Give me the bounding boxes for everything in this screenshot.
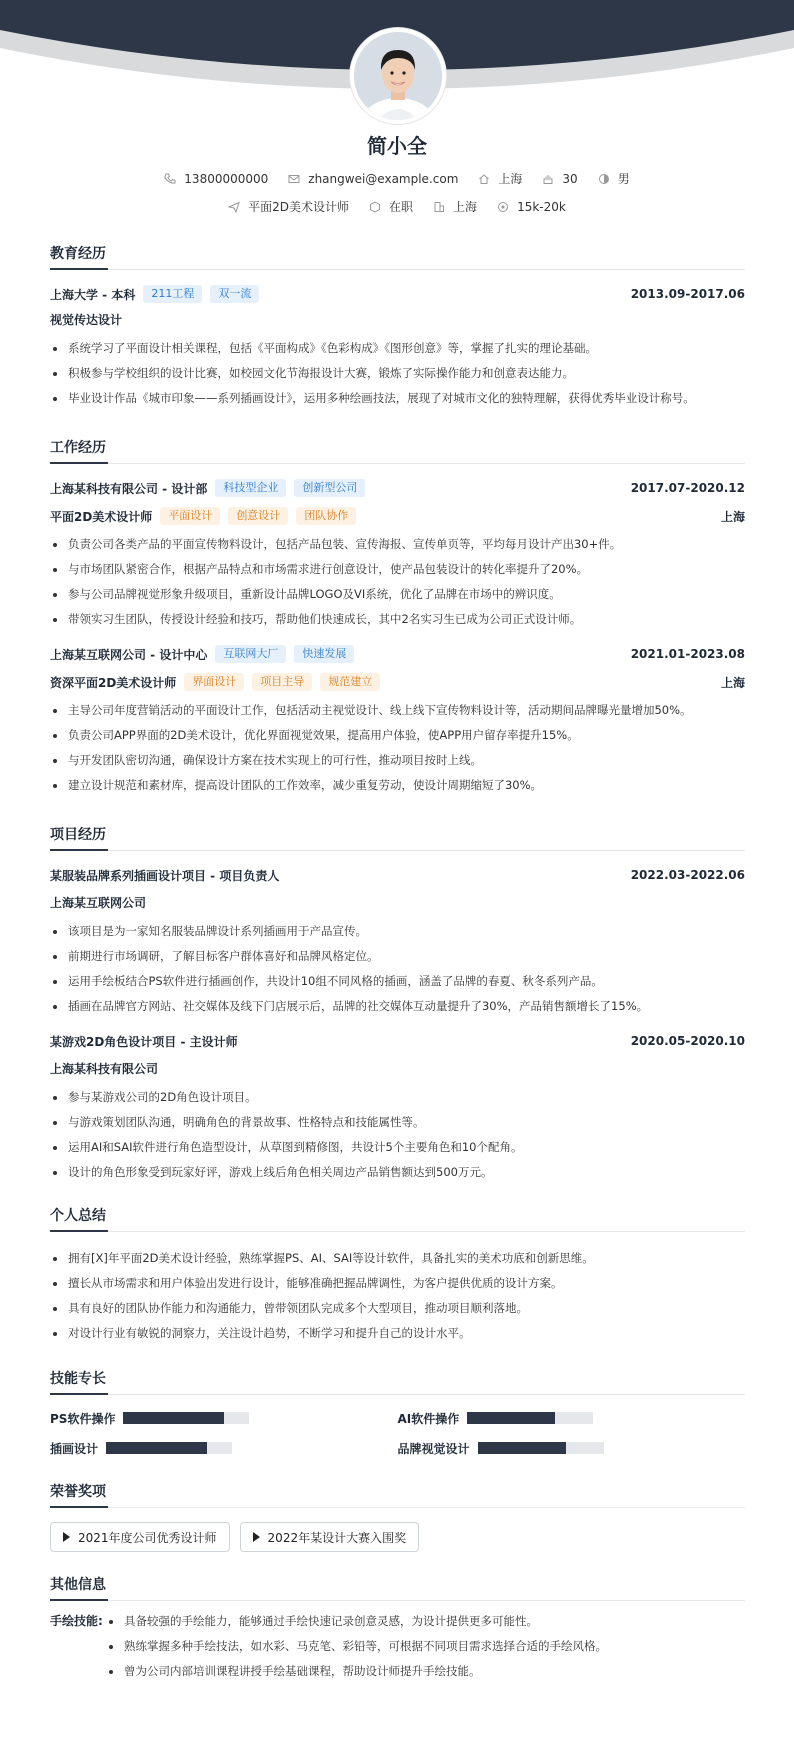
company-name: 上海某互联网公司 - 设计中心 xyxy=(50,647,208,662)
location-text: 上海 xyxy=(498,172,523,186)
project-title: 某游戏2D角色设计项目 - 主设计师 xyxy=(50,1034,238,1049)
summary-bullets xyxy=(50,1246,745,1346)
education-period: 2013.09-2017.06 xyxy=(630,287,745,301)
age-info xyxy=(542,172,577,186)
skill-bar xyxy=(123,1412,249,1424)
skill-name: PS软件操作 xyxy=(50,1411,116,1426)
list-item: 拥有[X]年平面2D美术设计经验，熟练掌握PS、AI、SAI等设计软件，具备扎实的美术功底和创新思维。 xyxy=(50,1246,745,1271)
project-period: 2022.03-2022.06 xyxy=(630,868,745,882)
job-target-info xyxy=(228,198,349,215)
list-item: 参与某游戏公司的2D角色设计项目。 xyxy=(50,1085,745,1110)
list-item: 建立设计规范和素材库，提高设计团队的工作效率，减少重复劳动，使设计周期缩短了30%。 xyxy=(50,773,745,798)
email-info xyxy=(288,172,458,186)
company-name: 上海某科技有限公司 - 设计部 xyxy=(50,481,208,496)
candidate-name: 简小全 xyxy=(367,134,427,158)
list-item: 毕业设计作品《城市印象——系列插画设计》，运用多种绘画技法，展现了对城市文化的独特理解，获得优秀毕业设计称号。 xyxy=(50,386,745,411)
summary-section xyxy=(50,1205,745,1346)
list-item: 具备较强的手绘能力，能够通过手绘快速记录创意灵感，为设计提供更多可能性。 xyxy=(106,1609,607,1634)
education-major: 视觉传达设计 xyxy=(50,313,123,327)
job-intent-info xyxy=(0,198,794,215)
list-item: 前期进行市场调研，了解目标客户群体喜好和品牌风格定位。 xyxy=(50,944,745,969)
education-header xyxy=(50,284,745,304)
cake-icon xyxy=(542,173,554,185)
job-target-text: 平面2D美术设计师 xyxy=(248,200,350,214)
list-item: 对设计行业有敏锐的洞察力，关注设计趋势，不断学习和提升自己的设计水平。 xyxy=(50,1321,745,1346)
skill-bar xyxy=(478,1442,604,1454)
location-info xyxy=(478,170,522,187)
project-org: 上海某科技有限公司 xyxy=(50,1062,159,1076)
skill-bar xyxy=(106,1442,232,1454)
project-period: 2020.05-2020.10 xyxy=(630,1034,745,1048)
list-item: 系统学习了平面设计相关课程，包括《平面构成》《色彩构成》《图形创意》等，掌握了扎实的理论基础。 xyxy=(50,336,745,361)
skill-item xyxy=(50,1433,398,1463)
role-tag: 规范建立 xyxy=(320,673,380,691)
project-bullets xyxy=(50,919,745,1019)
company-tag: 快速发展 xyxy=(294,645,354,663)
role-tag: 团队协作 xyxy=(296,507,356,525)
skill-fill xyxy=(467,1412,555,1424)
other-bullets xyxy=(106,1609,607,1684)
work-header xyxy=(50,644,745,664)
company-tag: 创新型公司 xyxy=(294,479,365,497)
other-section xyxy=(50,1574,745,1684)
project-header xyxy=(50,865,745,885)
project-section xyxy=(50,824,745,1185)
school-tag: 双一流 xyxy=(210,285,259,303)
list-item: 擅长从市场需求和用户体验出发进行设计，能够准确把握品牌调性，为客户提供优质的设计方案。 xyxy=(50,1271,745,1296)
mail-icon xyxy=(288,173,300,185)
list-item: 运用AI和SAI软件进行角色造型设计，从草图到精修图，共设计5个主要角色和10个配角。 xyxy=(50,1135,745,1160)
section-title-other: 其他信息 xyxy=(50,1574,745,1601)
list-item: 运用手绘板结合PS软件进行插画创作，共设计10组不同风格的插画，涵盖了品牌的春夏、秋冬系列产品。 xyxy=(50,969,745,994)
award-text: 2021年度公司优秀设计师 xyxy=(78,1530,217,1545)
project-header xyxy=(50,1031,745,1051)
work-period: 2021.01-2023.08 xyxy=(630,647,745,661)
list-item: 与市场团队紧密合作，根据产品特点和市场需求进行创意设计，使产品包装设计的转化率提升了20%。 xyxy=(50,557,745,582)
school-name: 上海大学 - 本科 xyxy=(50,287,136,302)
work-header xyxy=(50,478,745,498)
list-item: 参与公司品牌视觉形象升级项目，重新设计品牌LOGO及VI系统，优化了品牌在市场中的辨识度。 xyxy=(50,582,745,607)
phone-info xyxy=(164,172,268,186)
work-role-row xyxy=(50,672,745,692)
status-text: 在职 xyxy=(389,200,414,214)
role-name: 资深平面2D美术设计师 xyxy=(50,675,177,690)
skills-section xyxy=(50,1368,745,1463)
work-city: 上海 xyxy=(720,675,745,690)
work-period: 2017.07-2020.12 xyxy=(630,481,745,495)
role-tag: 项目主导 xyxy=(252,673,312,691)
education-bullets xyxy=(50,336,745,411)
salary-info xyxy=(497,200,566,214)
role-tag: 创意设计 xyxy=(228,507,288,525)
education-section xyxy=(50,243,745,411)
section-title-work: 工作经历 xyxy=(50,437,745,464)
section-title-summary: 个人总结 xyxy=(50,1205,745,1232)
award-text: 2022年某设计大赛入围奖 xyxy=(267,1530,407,1545)
school-tag: 211工程 xyxy=(143,285,202,303)
company-tag: 互联网大厂 xyxy=(215,645,286,663)
list-item: 与开发团队密切沟通，确保设计方案在技术实现上的可行性，推动项目按时上线。 xyxy=(50,748,745,773)
avatar xyxy=(350,28,446,124)
skill-name: 插画设计 xyxy=(50,1441,99,1456)
role-tag: 界面设计 xyxy=(184,673,244,691)
coin-icon xyxy=(497,201,509,213)
email-text: zhangwei@example.com xyxy=(308,171,459,186)
skill-fill xyxy=(106,1442,207,1454)
list-item: 曾为公司内部培训课程讲授手绘基础课程，帮助设计师提升手绘技能。 xyxy=(106,1659,607,1684)
work-bullets xyxy=(50,532,745,632)
work-section xyxy=(50,437,745,798)
role-tag: 平面设计 xyxy=(160,507,220,525)
project-bullets xyxy=(50,1085,745,1185)
target-city-text: 上海 xyxy=(453,200,478,214)
section-title-education: 教育经历 xyxy=(50,243,745,270)
skill-name: AI软件操作 xyxy=(397,1411,460,1426)
project-org: 上海某互联网公司 xyxy=(50,896,147,910)
contact-info xyxy=(0,170,794,187)
section-title-project: 项目经历 xyxy=(50,824,745,851)
skill-item xyxy=(398,1403,746,1433)
target-city-info xyxy=(433,198,477,215)
list-item: 与游戏策划团队沟通，明确角色的背景故事、性格特点和技能属性等。 xyxy=(50,1110,745,1135)
work-city: 上海 xyxy=(720,509,745,524)
phone-text: 13800000000 xyxy=(184,171,269,186)
home-icon xyxy=(478,173,490,185)
list-item: 负责公司各类产品的平面宣传物料设计，包括产品包装、宣传海报、宣传单页等，平均每月设计产出30+件。 xyxy=(50,532,745,557)
send-icon xyxy=(228,201,240,213)
list-item: 该项目是为一家知名服装品牌设计系列插画用于产品宣传。 xyxy=(50,919,745,944)
role-name: 平面2D美术设计师 xyxy=(50,509,153,524)
project-title: 某服装品牌系列插画设计项目 - 项目负责人 xyxy=(50,868,280,883)
section-title-awards: 荣誉奖项 xyxy=(50,1481,745,1508)
skill-name: 品牌视觉设计 xyxy=(397,1441,470,1456)
award-item xyxy=(240,1522,420,1552)
awards-list xyxy=(50,1522,745,1552)
age-text: 30 xyxy=(562,171,578,186)
company-tag: 科技型企业 xyxy=(215,479,286,497)
list-item: 具有良好的团队协作能力和沟通能力，曾带领团队完成多个大型项目，推动项目顺利落地。 xyxy=(50,1296,745,1321)
skill-fill xyxy=(123,1412,224,1424)
resume-content xyxy=(50,243,745,1684)
work-role-row xyxy=(50,506,745,526)
gender-info xyxy=(598,170,630,187)
section-title-skills: 技能专长 xyxy=(50,1368,745,1395)
skill-fill xyxy=(478,1442,566,1454)
gender-icon xyxy=(598,173,610,185)
list-item: 设计的角色形象受到玩家好评，游戏上线后角色相关周边产品销售额达到500万元。 xyxy=(50,1160,745,1185)
gender-text: 男 xyxy=(617,172,630,186)
other-label: 手绘技能: xyxy=(50,1614,103,1628)
status-info xyxy=(369,198,413,215)
list-item: 主导公司年度营销活动的平面设计工作，包括活动主视觉设计、线上线下宣传物料设计等，活动期间品牌曝光量增加50%。 xyxy=(50,698,745,723)
other-row xyxy=(50,1609,745,1684)
skills-grid xyxy=(50,1403,745,1463)
status-icon xyxy=(369,201,381,213)
skill-item xyxy=(50,1403,398,1433)
work-bullets xyxy=(50,698,745,798)
list-item: 积极参与学校组织的设计比赛，如校园文化节海报设计大赛，锻炼了实际操作能力和创意表达能力。 xyxy=(50,361,745,386)
list-item: 插画在品牌官方网站、社交媒体及线下门店展示后，品牌的社交媒体互动量提升了30%，产品销售额增长了15%。 xyxy=(50,994,745,1019)
play-icon xyxy=(253,1532,260,1542)
list-item: 带领实习生团队，传授设计经验和技巧，帮助他们快速成长，其中2名实习生已成为公司正式设计师。 xyxy=(50,607,745,632)
skill-bar xyxy=(467,1412,593,1424)
award-item xyxy=(50,1522,230,1552)
salary-text: 15k-20k xyxy=(517,199,566,214)
building-icon xyxy=(433,201,445,213)
list-item: 熟练掌握多种手绘技法，如水彩、马克笔、彩铅等，可根据不同项目需求选择合适的手绘风格。 xyxy=(106,1634,607,1659)
list-item: 负责公司APP界面的2D美术设计，优化界面视觉效果，提高用户体验，使APP用户留存率提升15%。 xyxy=(50,723,745,748)
skill-item xyxy=(398,1433,746,1463)
phone-icon xyxy=(164,173,176,185)
play-icon xyxy=(63,1532,70,1542)
awards-section xyxy=(50,1481,745,1552)
